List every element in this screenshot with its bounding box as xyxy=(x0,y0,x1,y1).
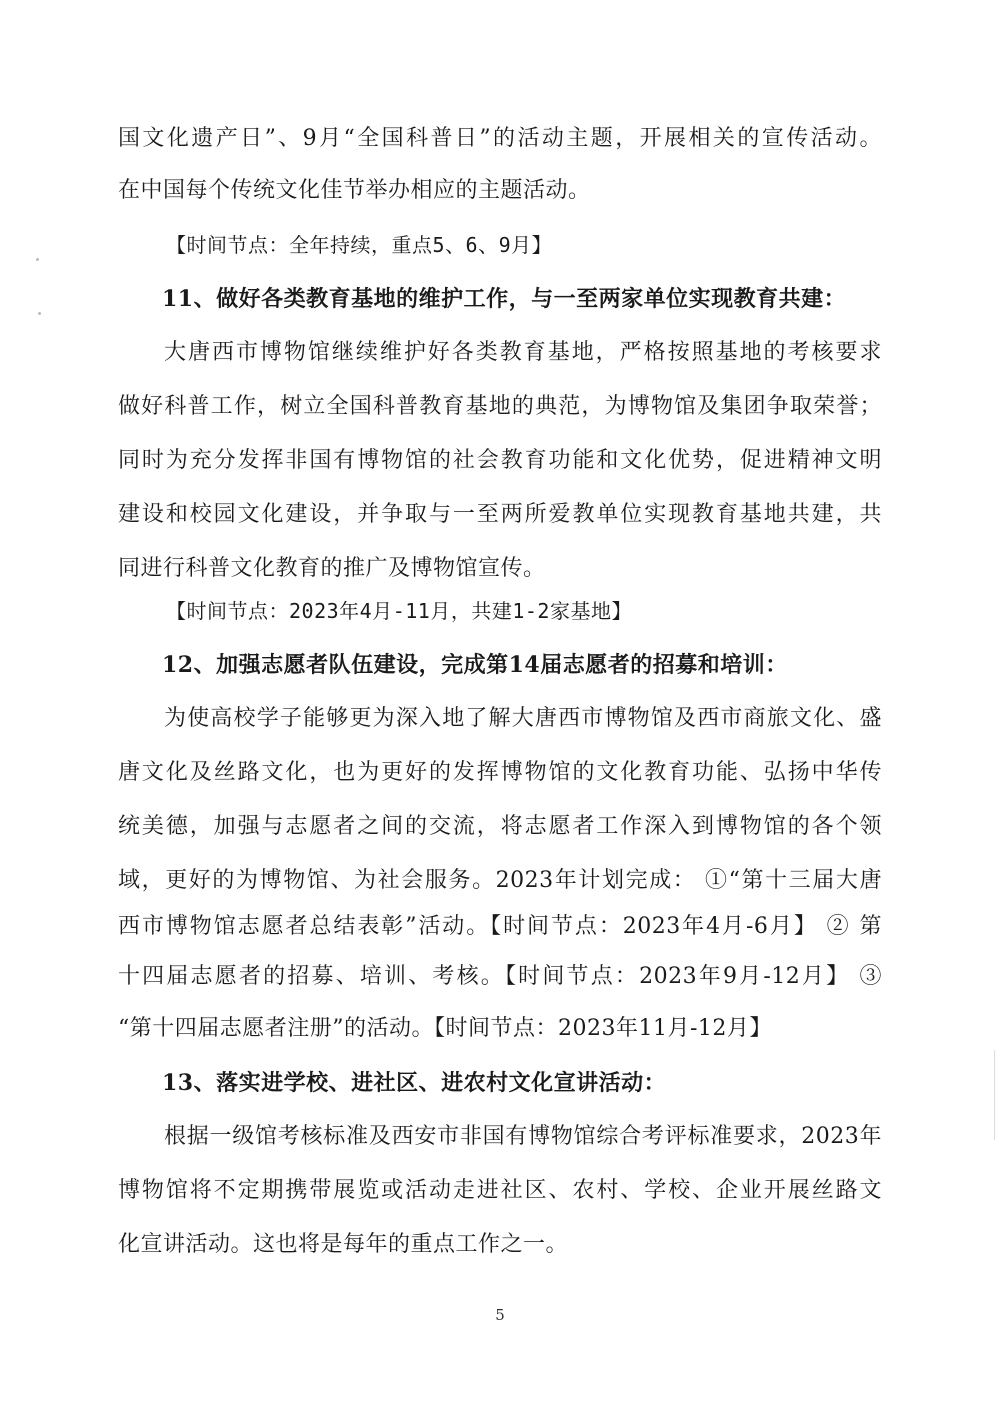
text-line: 建设和校园文化建设，并争取与一至两所爱教单位实现教育基地共建，共 xyxy=(118,502,882,527)
text-line: 西市博物馆志愿者总结表彰”活动。【时间节点：2023年4月-6月】 ② 第 xyxy=(118,914,882,939)
text-line: 统美德，加强与志愿者之间的交流，将志愿者工作深入到博物馆的各个领 xyxy=(118,814,882,839)
text-line: 做好科普工作，树立全国科普教育基地的典范，为博物馆及集团争取荣誉； xyxy=(118,394,882,419)
text-line: 域，更好的为博物馆、为社会服务。2023年计划完成： ①“第十三届大唐 xyxy=(118,868,882,893)
scan-edge-mark xyxy=(994,1050,995,1140)
text-line: 唐文化及丝路文化，也为更好的发挥博物馆的文化教育功能、弘扬中华传 xyxy=(118,760,882,785)
text-line: 根据一级馆考核标准及西安市非国有博物馆综合考评标准要求，2023年 xyxy=(164,1124,882,1149)
page-number: 5 xyxy=(495,1306,505,1324)
text-line: 博物馆将不定期携带展览或活动走进社区、农村、学校、企业开展丝路文 xyxy=(118,1178,882,1203)
text-line: 同时为充分发挥非国有博物馆的社会教育功能和文化优势，促进精神文明 xyxy=(118,448,882,473)
scan-speck xyxy=(36,258,39,261)
section-heading-11: 11、做好各类教育基地的维护工作，与一至两家单位实现教育共建： xyxy=(162,286,847,312)
section-heading-12: 12、加强志愿者队伍建设，完成第14届志愿者的招募和培训： xyxy=(162,652,788,678)
text-line: 在中国每个传统文化佳节举办相应的主题活动。 xyxy=(118,178,591,203)
time-node: 【时间节点：全年持续，重点5、6、9月】 xyxy=(166,233,553,257)
text-line: 大唐西市博物馆继续维护好各类教育基地，严格按照基地的考核要求 xyxy=(164,340,882,365)
section-heading-13: 13、落实进学校、进社区、进农村文化宣讲活动： xyxy=(162,1070,667,1096)
text-line: 化宣讲活动。这也将是每年的重点工作之一。 xyxy=(118,1232,569,1257)
text-line: 同进行科普文化教育的推广及博物馆宣传。 xyxy=(118,556,546,581)
text-line: “第十四届志愿者注册”的活动。【时间节点：2023年11月-12月】 xyxy=(118,1016,772,1041)
text-line: 十四届志愿者的招募、培训、考核。【时间节点：2023年9月-12月】 ③ xyxy=(118,964,882,989)
scan-speck xyxy=(38,312,41,315)
text-line: 国文化遗产日”、9月“全国科普日”的活动主题，开展相关的宣传活动。 xyxy=(118,126,882,151)
text-line: 为使高校学子能够更为深入地了解大唐西市博物馆及西市商旅文化、盛 xyxy=(164,706,882,731)
time-node: 【时间节点：2023年4月-11月，共建1-2家基地】 xyxy=(166,599,632,623)
